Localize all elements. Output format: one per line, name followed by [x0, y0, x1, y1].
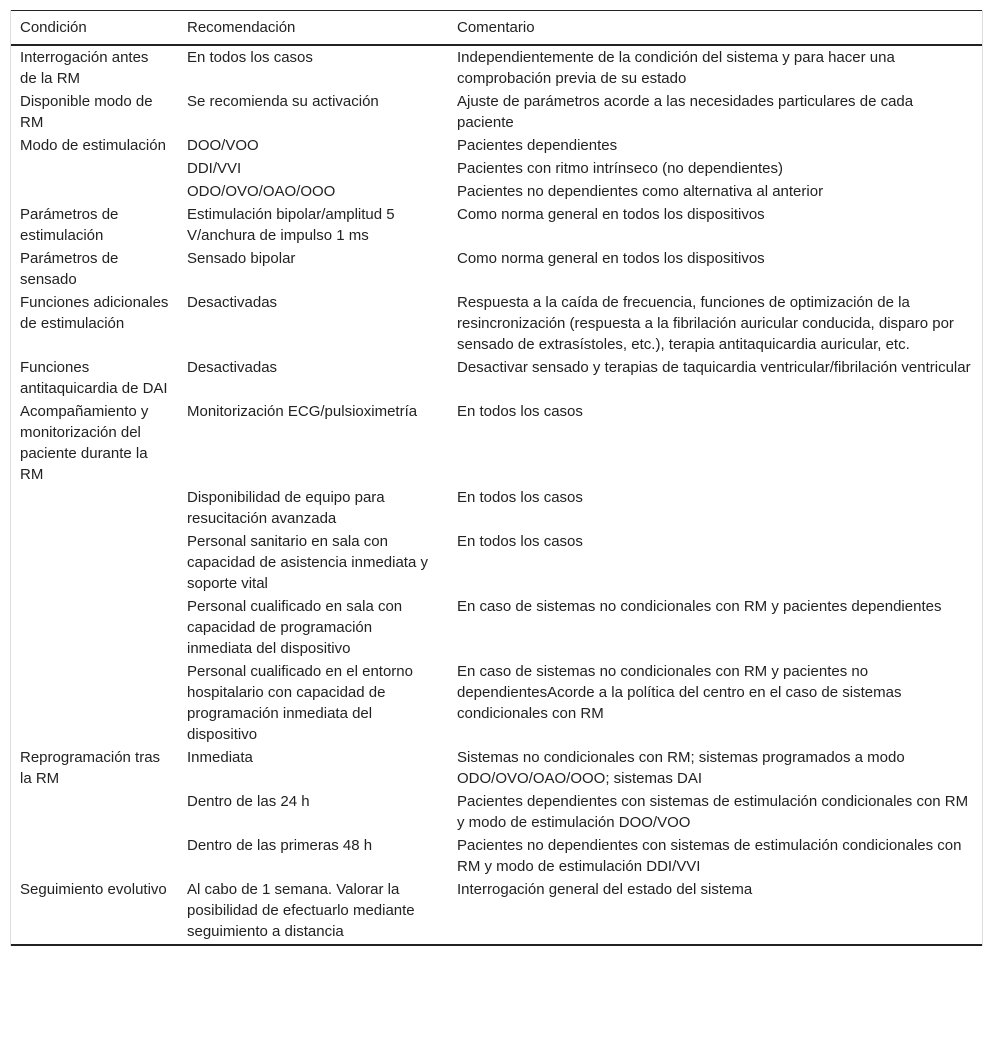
- header-recomendacion: Recomendación: [178, 11, 448, 46]
- comment-cell: Interrogación general del estado del sistema: [457, 881, 753, 898]
- condition-cell: [11, 486, 178, 530]
- table-row: [11, 400, 982, 486]
- condition-cell: [11, 790, 178, 834]
- recommendation-cell: DOO/VOO: [187, 137, 259, 154]
- comment-cell: En caso de sistemas no condicionales con RM y pacientes no dependientesAcorde a la política del centro en el caso de sistemas condicionales con RM: [457, 663, 902, 722]
- condition-cell: [11, 530, 178, 595]
- comment-cell: Pacientes no dependientes con sistemas de estimulación condicionales con RM y modo de estimulación DDI/VVI: [457, 837, 962, 875]
- table-row: [11, 595, 982, 660]
- comment-cell: Ajuste de parámetros acorde a las necesidades particulares de cada paciente: [457, 93, 914, 131]
- table-row: [11, 90, 982, 134]
- comment-cell: Independientemente de la condición del sistema y para hacer una comprobación previa de su estado: [457, 49, 895, 87]
- condition-cell: Seguimiento evolutivo: [20, 881, 167, 898]
- table-row: [11, 45, 982, 90]
- table-row: [11, 157, 982, 180]
- condition-cell: Funciones antitaquicardia de DAI: [20, 359, 168, 397]
- recommendation-cell: ODO/OVO/OAO/OOO: [187, 183, 336, 200]
- comment-cell: Pacientes dependientes con sistemas de estimulación condicionales con RM y modo de estimulación DOO/VOO: [457, 793, 969, 831]
- table-row: [11, 878, 982, 945]
- condition-cell: [11, 595, 178, 660]
- condition-cell: Parámetros de estimulación: [20, 206, 119, 244]
- table-row: [11, 790, 982, 834]
- table-row: [11, 660, 982, 746]
- header-comentario: Comentario: [448, 11, 982, 46]
- recommendation-cell: Estimulación bipolar/amplitud 5 V/anchura de impulso 1 ms: [187, 206, 395, 244]
- comment-cell: Pacientes dependientes: [457, 137, 618, 154]
- table-row: [11, 356, 982, 400]
- recommendation-cell: Inmediata: [187, 749, 253, 766]
- condition-cell: Modo de estimulación: [20, 137, 166, 154]
- comment-cell: Como norma general en todos los dispositivos: [457, 206, 765, 223]
- recommendation-cell: Al cabo de 1 semana. Valorar la posibilidad de efectuarlo mediante seguimiento a distancia: [187, 881, 415, 940]
- recommendation-cell: Desactivadas: [187, 359, 278, 376]
- table-row: [11, 486, 982, 530]
- recommendation-cell: Se recomienda su activación: [187, 93, 379, 110]
- table-row: [11, 291, 982, 356]
- comment-cell: En todos los casos: [457, 533, 583, 550]
- recommendation-cell: Sensado bipolar: [187, 250, 296, 267]
- header-condicion: Condición: [11, 11, 178, 46]
- comment-cell: Respuesta a la caída de frecuencia, funciones de optimización de la resincronización (respuesta a la fibrilación auricular conducida, disparo por sensado de extrasístoles, etc.), terapia antitaquicardia auricular, etc.: [457, 294, 954, 353]
- table-row: [11, 834, 982, 878]
- recommendation-cell: Dentro de las primeras 48 h: [187, 837, 373, 854]
- condition-cell: Funciones adicionales de estimulación: [20, 294, 169, 332]
- table-row: [11, 180, 982, 203]
- comment-cell: Desactivar sensado y terapias de taquicardia ventricular/fibrilación ventricular: [457, 359, 971, 376]
- condition-cell: [11, 157, 178, 180]
- comment-cell: Pacientes no dependientes como alternativa al anterior: [457, 183, 824, 200]
- recommendation-cell: Desactivadas: [187, 294, 278, 311]
- recommendation-cell: Monitorización ECG/pulsioximetría: [187, 403, 418, 420]
- condition-cell: Acompañamiento y monitorización del paciente durante la RM: [20, 403, 149, 483]
- recommendation-cell: Personal cualificado en sala con capacidad de programación inmediata del dispositivo: [187, 598, 403, 657]
- recommendation-cell: DDI/VVI: [187, 160, 242, 177]
- table-row: [11, 746, 982, 790]
- comment-cell: En todos los casos: [457, 489, 583, 506]
- comment-cell: Sistemas no condicionales con RM; sistemas programados a modo ODO/OVO/OAO/OOO; sistemas DAI: [457, 749, 905, 787]
- comment-cell: En caso de sistemas no condicionales con RM y pacientes dependientes: [457, 598, 942, 615]
- recommendation-cell: Personal sanitario en sala con capacidad de asistencia inmediata y soporte vital: [187, 533, 428, 592]
- condition-cell: Disponible modo de RM: [20, 93, 153, 131]
- comment-cell: Como norma general en todos los dispositivos: [457, 250, 765, 267]
- recommendation-cell: Dentro de las 24 h: [187, 793, 310, 810]
- condition-cell: Reprogramación tras la RM: [20, 749, 161, 787]
- condition-cell: [11, 180, 178, 203]
- recommendation-cell: Disponibilidad de equipo para resucitación avanzada: [187, 489, 385, 527]
- recommendations-table-container: [10, 10, 983, 946]
- recommendation-cell: En todos los casos: [187, 49, 313, 66]
- condition-cell: [11, 834, 178, 878]
- comment-cell: En todos los casos: [457, 403, 583, 420]
- table-row: [11, 134, 982, 157]
- condition-cell: [11, 660, 178, 746]
- recommendation-cell: Personal cualificado en el entorno hospitalario con capacidad de programación inmediata del dispositivo: [187, 663, 413, 743]
- condition-cell: Interrogación antes de la RM: [20, 49, 149, 87]
- table-row: [11, 203, 982, 247]
- table-row: [11, 530, 982, 595]
- recommendations-table: [11, 10, 982, 946]
- table-header-row: [11, 11, 982, 46]
- condition-cell: Parámetros de sensado: [20, 250, 119, 288]
- table-row: [11, 247, 982, 291]
- comment-cell: Pacientes con ritmo intrínseco (no dependientes): [457, 160, 784, 177]
